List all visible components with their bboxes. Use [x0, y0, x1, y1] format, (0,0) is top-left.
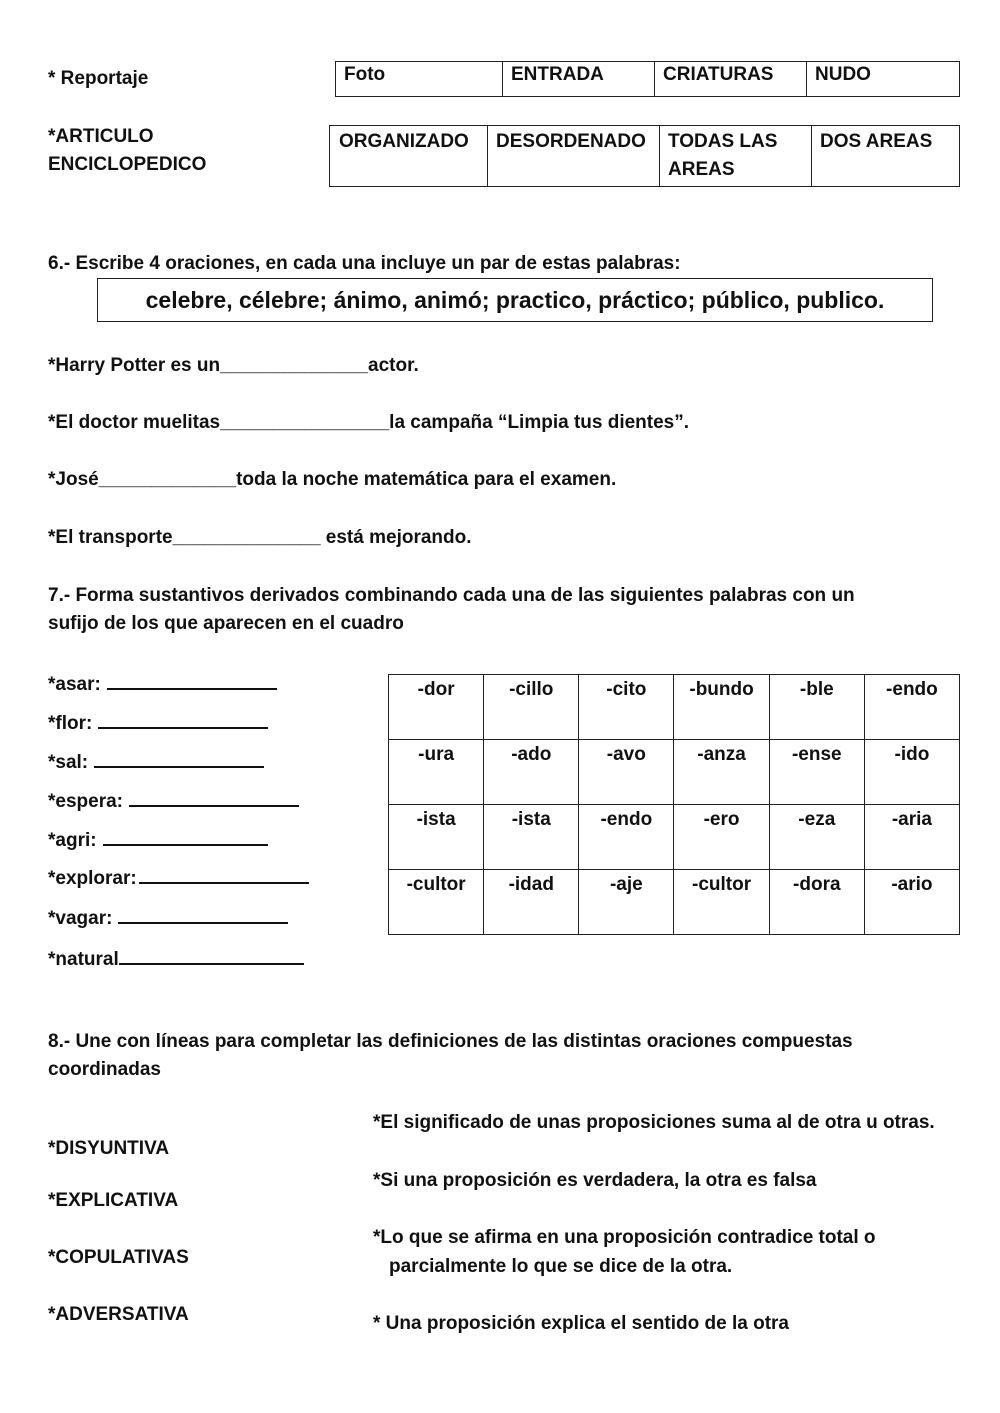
word-label: *agri: [48, 830, 97, 851]
suffix-row [389, 740, 960, 805]
answer-line[interactable] [118, 904, 288, 924]
suffix-row [389, 870, 960, 935]
answer-line[interactable] [103, 826, 268, 846]
suffix-cell: -ense [769, 740, 864, 805]
suffix-cell: -cillo [484, 675, 579, 740]
word-label: *vagar: [48, 908, 113, 929]
articulo-option[interactable]: TODAS LAS AREAS [660, 126, 812, 187]
articulo-option[interactable]: DOS AREAS [812, 126, 960, 187]
suffix-table [388, 674, 960, 935]
section7-instruction-line1: 7.- Forma sustantivos derivados combinando cada una de las siguientes palabras con un [48, 585, 855, 606]
suffix-cell: -endo [579, 805, 674, 870]
word-item [48, 670, 277, 696]
suffix-row [389, 675, 960, 740]
section8-instruction-line1: 8.- Une con líneas para completar las definiciones de las distintas oraciones compuestas [48, 1031, 853, 1052]
reportaje-option[interactable]: CRIATURAS [655, 62, 807, 97]
sentence-type-adversativa[interactable]: *ADVERSATIVA [48, 1304, 189, 1325]
sentence-3[interactable]: *José_____________toda la noche matemática para el examen. [48, 469, 617, 490]
suffix-cell: -cultor [674, 870, 769, 935]
suffix-cell: -anza [674, 740, 769, 805]
word-item [48, 904, 288, 930]
answer-line[interactable] [98, 709, 268, 729]
word-item [48, 787, 299, 813]
sentence-2[interactable]: *El doctor muelitas________________la campaña “Limpia tus dientes”. [48, 412, 690, 433]
suffix-cell: -ista [389, 805, 484, 870]
suffix-cell: -aje [579, 870, 674, 935]
articulo-option[interactable]: DESORDENADO [488, 126, 660, 187]
reportaje-option[interactable]: ENTRADA [503, 62, 655, 97]
reportaje-label: * Reportaje [48, 68, 149, 89]
reportaje-option[interactable]: Foto [336, 62, 503, 97]
suffix-cell: -cito [579, 675, 674, 740]
answer-line[interactable] [94, 748, 264, 768]
word-list-box: celebre, célebre; ánimo, animó; practico, práctico; público, publico. [97, 278, 933, 322]
suffix-cell: -idad [484, 870, 579, 935]
suffix-cell: -aria [864, 805, 959, 870]
word-label: *asar: [48, 674, 101, 695]
suffix-cell: -eza [769, 805, 864, 870]
suffix-cell: -ura [389, 740, 484, 805]
suffix-cell: -cultor [389, 870, 484, 935]
suffix-cell: -ista [484, 805, 579, 870]
word-item [48, 748, 264, 774]
word-label: *espera: [48, 791, 123, 812]
sentence-4[interactable]: *El transporte______________ está mejorando. [48, 527, 472, 548]
suffix-cell: -ido [864, 740, 959, 805]
suffix-cell: -bundo [674, 675, 769, 740]
suffix-cell: -ado [484, 740, 579, 805]
word-item [48, 945, 304, 971]
answer-line[interactable] [129, 787, 299, 807]
suffix-cell: -avo [579, 740, 674, 805]
word-item [48, 864, 309, 890]
suffix-cell: -endo [864, 675, 959, 740]
articulo-label-line2: ENCICLOPEDICO [48, 154, 207, 175]
definition-1[interactable]: *El significado de unas proposiciones suma al de otra u otras. [373, 1112, 935, 1133]
suffix-cell: -ble [769, 675, 864, 740]
sentence-type-explicativa[interactable]: *EXPLICATIVA [48, 1190, 179, 1211]
reportaje-option[interactable]: NUDO [807, 62, 960, 97]
suffix-cell: -ario [864, 870, 959, 935]
suffix-cell: -ero [674, 805, 769, 870]
word-item [48, 826, 268, 852]
sentence-type-copulativas[interactable]: *COPULATIVAS [48, 1247, 189, 1268]
answer-line[interactable] [139, 864, 309, 884]
definition-3-line1[interactable]: *Lo que se afirma en una proposición contradice total o [373, 1227, 876, 1248]
word-label: *natural [48, 949, 119, 970]
word-label: *explorar: [48, 868, 137, 889]
suffix-cell: -dor [389, 675, 484, 740]
definition-3-line2[interactable]: parcialmente lo que se dice de la otra. [389, 1256, 733, 1277]
answer-line[interactable] [107, 670, 277, 690]
word-label: *flor: [48, 713, 93, 734]
reportaje-options-table [335, 61, 960, 97]
suffix-cell: -dora [769, 870, 864, 935]
section7-instruction-line2: sufijo de los que aparecen en el cuadro [48, 613, 404, 634]
suffix-row [389, 805, 960, 870]
section6-instruction: 6.- Escribe 4 oraciones, en cada una incluye un par de estas palabras: [48, 253, 681, 274]
word-item [48, 709, 268, 735]
word-label: *sal: [48, 752, 89, 773]
sentence-1[interactable]: *Harry Potter es un______________actor. [48, 355, 419, 376]
definition-2[interactable]: *Si una proposición es verdadera, la otra es falsa [373, 1170, 817, 1191]
definition-4[interactable]: * Una proposición explica el sentido de la otra [373, 1313, 789, 1334]
section8-instruction-line2: coordinadas [48, 1059, 161, 1080]
sentence-type-disyuntiva[interactable]: *DISYUNTIVA [48, 1138, 170, 1159]
articulo-option[interactable]: ORGANIZADO [330, 126, 488, 187]
answer-line[interactable] [119, 945, 304, 965]
articulo-label-line1: *ARTICULO [48, 126, 154, 147]
articulo-options-table [329, 125, 960, 187]
